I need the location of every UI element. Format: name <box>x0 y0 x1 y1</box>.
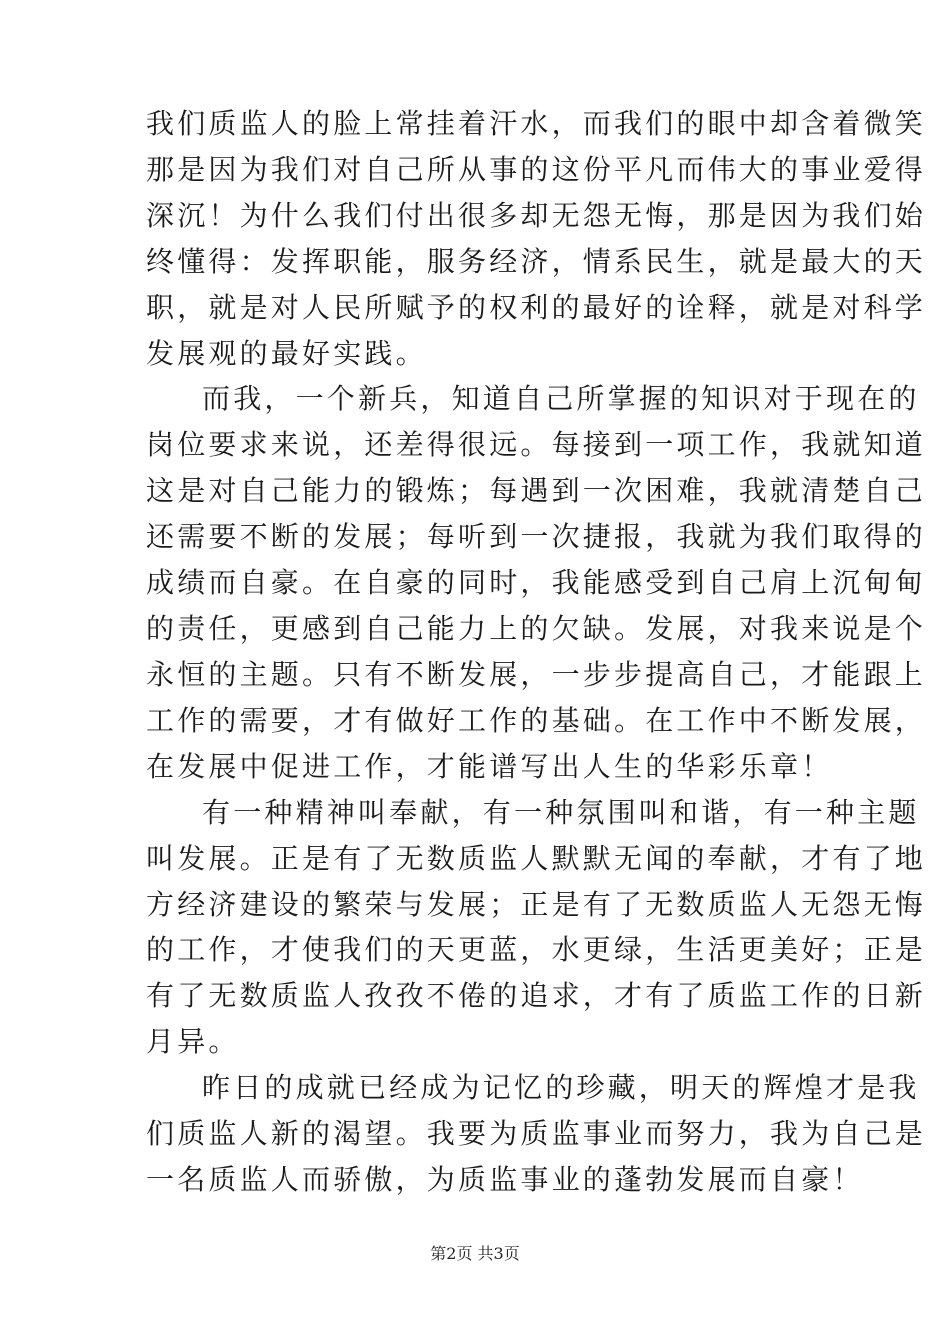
text-line: 职，就是对人民所赋予的权利的最好的诠释，就是对科学 <box>146 291 927 324</box>
text-line: 们质监人新的渴望。我要为质监事业而努力，我为自己是 <box>146 1117 927 1150</box>
text-line: 这是对自己能力的锻炼；每遇到一次困难，我就清楚自己 <box>146 474 927 507</box>
text-line: 叫发展。正是有了无数质监人默默无闻的奉献，才有了地 <box>146 842 927 875</box>
text-line: 终懂得：发挥职能，服务经济，情系民生，就是最大的天 <box>146 245 927 278</box>
text-line: 在发展中促进工作，才能谱写出人生的华彩乐章！ <box>146 750 833 783</box>
paragraph-first-line: 而我，一个新兵，知道自己所掌握的知识对于现在的 <box>202 382 920 415</box>
text-line: 我们质监人的脸上常挂着汗水，而我们的眼中却含着微笑 <box>146 107 927 140</box>
text-line: 有了无数质监人孜孜不倦的追求，才有了质监工作的日新 <box>146 979 927 1012</box>
paragraph-first-line: 有一种精神叫奉献，有一种氛围叫和谐，有一种主题 <box>202 796 920 829</box>
text-line: 深沉！为什么我们付出很多却无怨无悔，那是因为我们始 <box>146 199 927 232</box>
text-line: 方经济建设的繁荣与发展；正是有了无数质监人无怨无悔 <box>146 888 927 921</box>
text-line: 永恒的主题。只有不断发展，一步步提高自己，才能跟上 <box>146 658 927 691</box>
text-line: 月异。 <box>146 1025 240 1058</box>
text-line: 岗位要求来说，还差得很远。每接到一项工作，我就知道 <box>146 428 927 461</box>
text-line: 工作的需要，才有做好工作的基础。在工作中不断发展， <box>146 704 927 737</box>
text-line: 的责任，更感到自己能力上的欠缺。发展，对我来说是个 <box>146 612 927 645</box>
paragraph-first-line: 昨日的成就已经成为记忆的珍藏，明天的辉煌才是我 <box>202 1071 920 1104</box>
text-line: 一名质监人而骄傲，为质监事业的蓬勃发展而自豪！ <box>146 1163 864 1196</box>
page-number: 第2页 共3页 <box>430 1244 520 1263</box>
text-line: 发展观的最好实践。 <box>146 337 427 370</box>
text-line: 成绩而自豪。在自豪的同时，我能感受到自己肩上沉甸甸 <box>146 566 927 599</box>
text-line: 还需要不断的发展；每听到一次捷报，我就为我们取得的 <box>146 520 927 553</box>
text-line: 那是因为我们对自己所从事的这份平凡而伟大的事业爱得 <box>146 153 927 186</box>
text-line: 的工作，才使我们的天更蓝，水更绿，生活更美好；正是 <box>146 933 927 966</box>
